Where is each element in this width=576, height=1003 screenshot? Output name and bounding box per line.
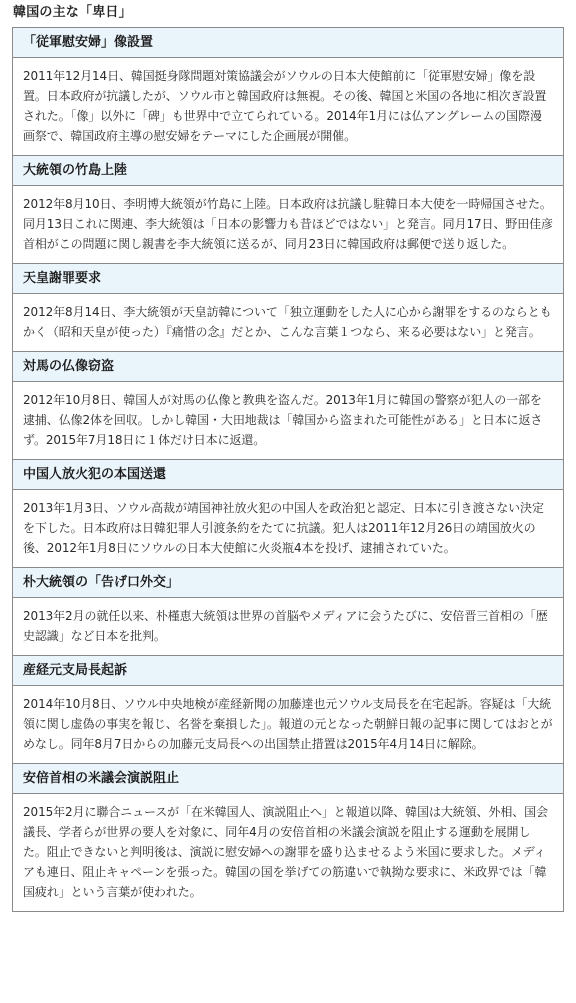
section-text: 2012年8月14日、李大統領が天皇訪韓について「独立運動をした人に心から謝罪をするのならともかく（昭和天皇が使った）『痛惜の念』だとか、こんな言葉１つなら、来る必要はない」と発言。 bbox=[13, 294, 563, 352]
section-text: 2012年10月8日、韓国人が対馬の仏像と教典を盗んだ。2013年1月に韓国の警察が犯人の一部を逮捕、仏像2体を回収。しかし韓国・大田地裁は「韓国から盗まれた可能性がある」と日本に返さず。2015年7月18日に１体だけ日本に返還。 bbox=[13, 382, 563, 460]
section-text: 2014年10月8日、ソウル中央地検が産経新聞の加藤達也元ソウル支局長を在宅起訴。容疑は「大統領に関し虚偽の事実を報じ、名誉を棄損した」。報道の元となった朝鮮日報の記事に関してはおとがめなし。同年8月7日からの加藤元支局長への出国禁止措置は2015年4月14日に解除。 bbox=[13, 686, 563, 764]
section-heading: 大統領の竹島上陸 bbox=[13, 156, 563, 186]
section-text: 2011年12月14日、韓国挺身隊問題対策協議会がソウルの日本大使館前に「従軍慰安婦」像を設置。日本政府が抗議したが、ソウル市と韓国政府は無視。その後、韓国と米国の各地に相次ぎ設置された。「像」以外に「碑」も世界中で立てられている。2014年1月には仏アングレームの国際漫画祭で、韓国政府主導の慰安婦をテーマにした企画展が開催。 bbox=[13, 58, 563, 156]
section-heading: 安倍首相の米議会演説阻止 bbox=[13, 764, 563, 794]
section-text: 2015年2月に聯合ニュースが「在米韓国人、演説阻止へ」と報道以降、韓国は大統領、外相、国会議長、学者らが世界の要人を対象に、同年4月の安倍首相の米議会演説を阻止する運動を展開した。阻止できないと判明後は、演説に慰安婦への謝罪を盛り込ませるよう米国に要求した。メディアも連日、阻止キャペーンを張った。韓国の国を挙げての筋違いで執拗な要求に、米政界では「韓国疲れ」という言葉が使われた。 bbox=[13, 794, 563, 911]
incident-table bbox=[12, 27, 564, 912]
page-title: 韓国の主な「卑日」 bbox=[13, 5, 132, 20]
section-text: 2013年2月の就任以来、朴槿恵大統領は世界の首脳やメディアに会うたびに、安倍晋三首相の「歴史認識」など日本を批判。 bbox=[13, 598, 563, 656]
section-heading: 対馬の仏像窃盗 bbox=[13, 352, 563, 382]
section-heading: 中国人放火犯の本国送還 bbox=[13, 460, 563, 490]
section-text: 2012年8月10日、李明博大統領が竹島に上陸。日本政府は抗議し駐韓日本大使を一時帰国させた。同月13日これに関連、李大統領は「日本の影響力も昔ほどではない」と発言。同月17日、野田佳彦首相がこの問題に関し親書を李大統領に送るが、同月23日に韓国政府は郵便で送り返した。 bbox=[13, 186, 563, 264]
section-heading: 「従軍慰安婦」像設置 bbox=[13, 28, 563, 58]
section-heading: 朴大統領の「告げ口外交」 bbox=[13, 568, 563, 598]
section-text: 2013年1月3日、ソウル高裁が靖国神社放火犯の中国人を政治犯と認定、日本に引き渡さない決定を下した。日本政府は日韓犯罪人引渡条約をたてに抗議。犯人は2011年12月26日の靖国放火の後、2012年1月8日にソウルの日本大使館に火炎瓶4本を投げ、逮捕されていた。 bbox=[13, 490, 563, 568]
section-heading: 産経元支局長起訴 bbox=[13, 656, 563, 686]
section-heading: 天皇謝罪要求 bbox=[13, 264, 563, 294]
